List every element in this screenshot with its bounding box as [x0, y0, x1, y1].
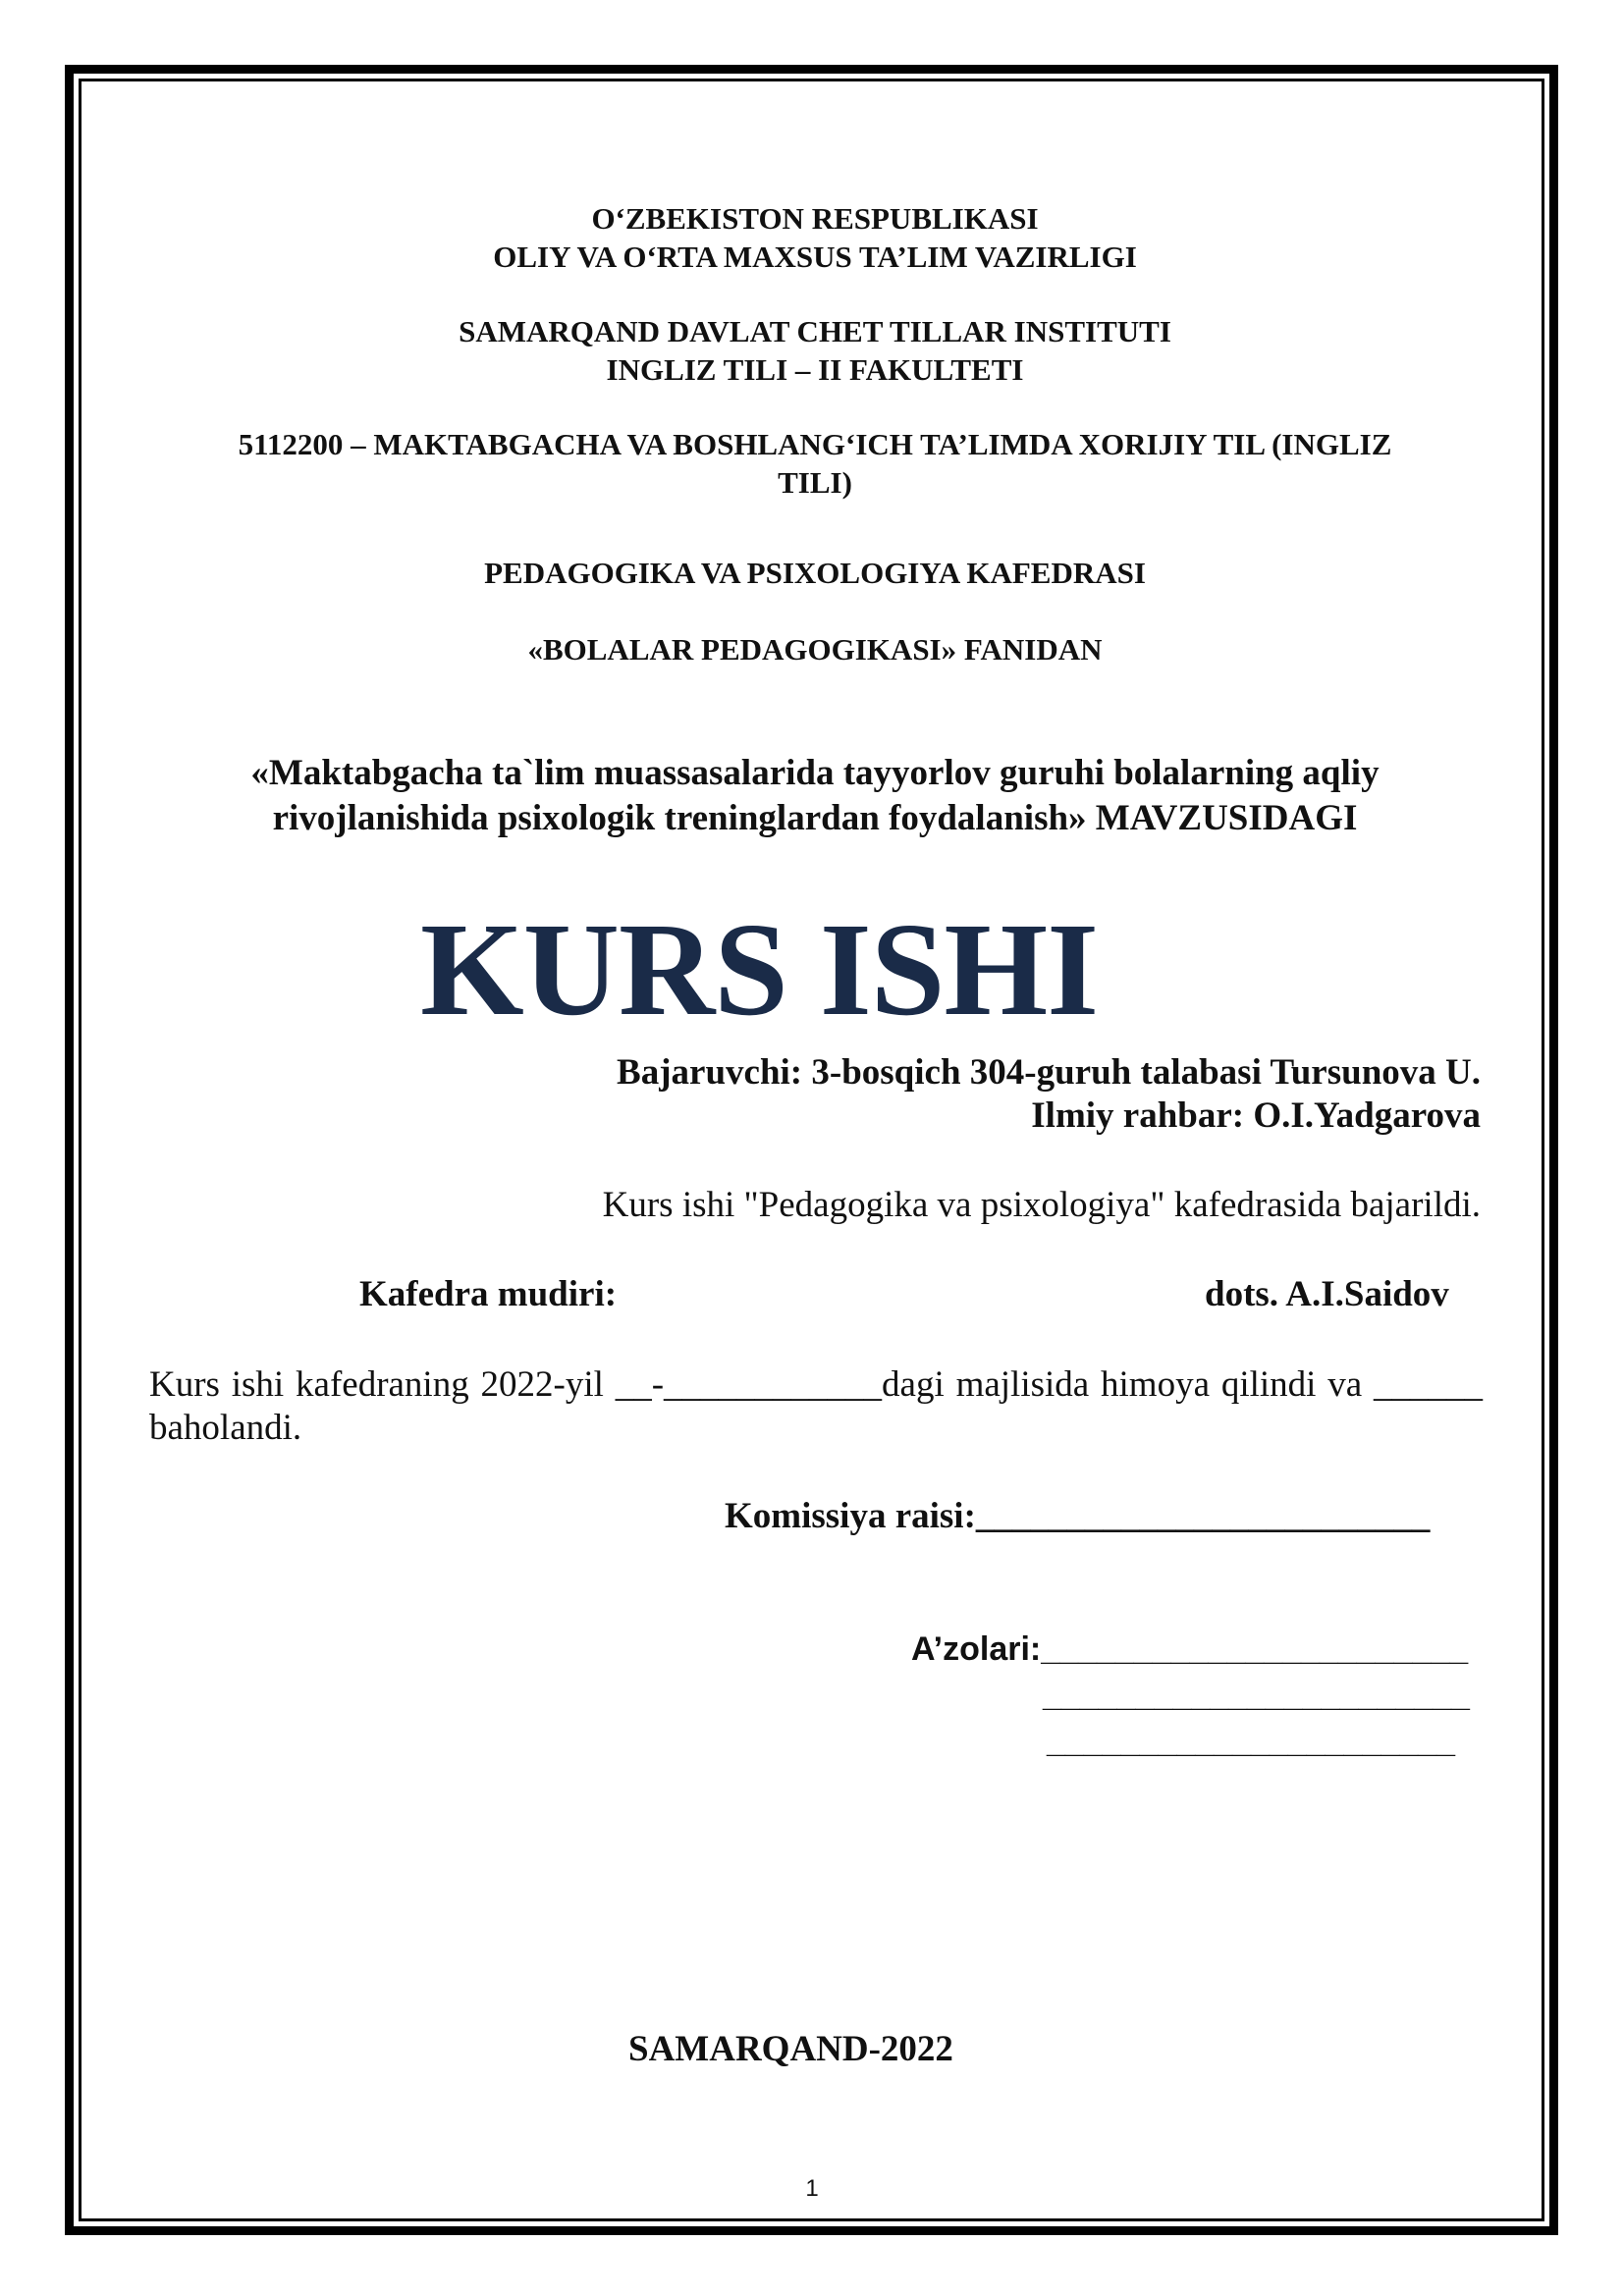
- page-border-inner: [79, 79, 1544, 2221]
- city-year: SAMARQAND-2022: [628, 2029, 953, 2069]
- page-number: 1: [805, 2175, 819, 2202]
- country-name: O‘ZBEKISTON RESPUBLIKASI: [591, 201, 1039, 236]
- specialty-code-line2: TILI): [778, 465, 852, 500]
- head-of-department-name: dots. A.I.Saidov: [1205, 1274, 1449, 1314]
- topic-line2: rivojlanishida psixologik treninglardan foydalanish» MAVZUSIDAGI: [272, 798, 1358, 838]
- commission-chair-line: Komissiya raisi:_________________________: [725, 1496, 1431, 1536]
- supervisor-line: Ilmiy rahbar: O.I.Yadgarova: [1031, 1095, 1481, 1136]
- topic-line1: «Maktabgacha ta`lim muassasalarida tayyorlov guruhi bolalarning aqliy: [250, 753, 1380, 793]
- commission-member-line-2: _______________________: [1043, 1677, 1470, 1714]
- department-name: PEDAGOGIKA VA PSIXOLOGIYA KAFEDRASI: [484, 556, 1146, 590]
- commission-member-line-3: ______________________: [1047, 1723, 1456, 1760]
- defense-paragraph: Kurs ishi kafedraning 2022-yil __-____________dagi majlisida himoya qilindi va ______ baholandi.: [149, 1364, 1483, 1448]
- faculty-name: INGLIZ TILI – II FAKULTETI: [606, 352, 1024, 387]
- document-title: KURS ISHI: [420, 896, 1099, 1043]
- completion-statement: Kurs ishi "Pedagogika va psixologiya" kafedrasida bajarildi.: [602, 1185, 1481, 1225]
- commission-members-line: A’zolari:_______________________: [911, 1630, 1469, 1668]
- subject-name: «BOLALAR PEDAGOGIKASI» FANIDAN: [527, 632, 1103, 667]
- ministry-name: OLIY VA O‘RTA MAXSUS TA’LIM VAZIRLIGI: [493, 240, 1137, 274]
- specialty-code-line1: 5112200 – MAKTABGACHA VA BOSHLANG‘ICH TA’LIMDA XORIJIY TIL (INGLIZ: [238, 427, 1392, 461]
- institute-name: SAMARQAND DAVLAT CHET TILLAR INSTITUTI: [459, 314, 1171, 348]
- executor-line: Bajaruvchi: 3-bosqich 304-guruh talabasi Tursunova U.: [617, 1052, 1481, 1093]
- head-of-department-label: Kafedra mudiri:: [359, 1274, 618, 1314]
